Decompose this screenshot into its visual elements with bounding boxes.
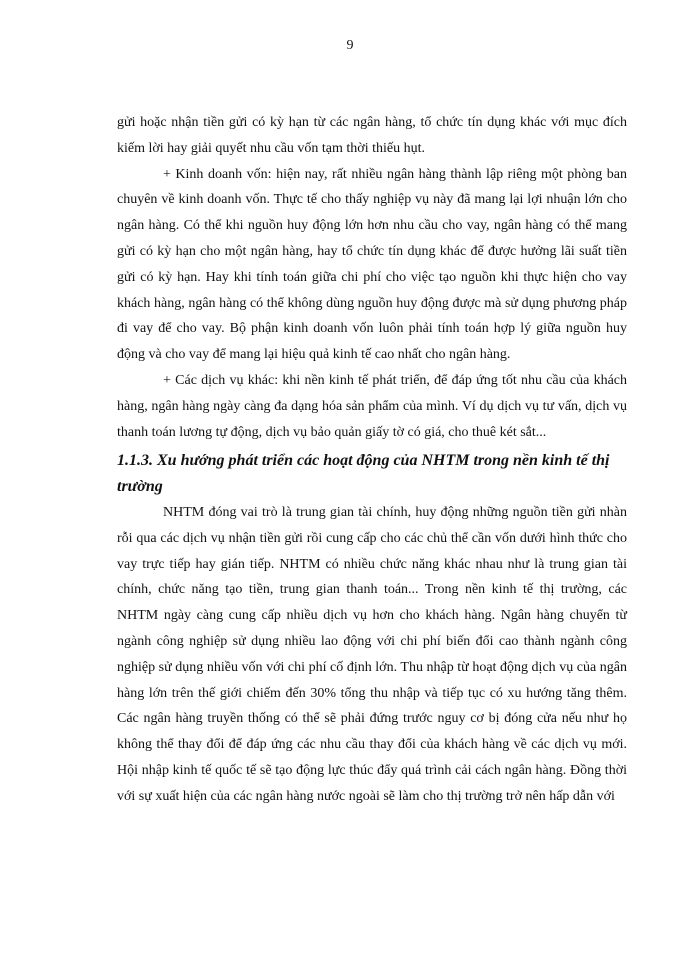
- page-number: 9: [346, 38, 354, 53]
- paragraph-continuation: gửi hoặc nhận tiền gửi có kỳ hạn từ các ngân hàng, tổ chức tín dụng khác với mục đích kiếm lời hay giải quyết nhu cầu vốn tạm thời thiếu hụt.: [117, 115, 627, 156]
- paragraph-trends: NHTM đóng vai trò là trung gian tài chính, huy động những nguồn tiền gửi nhàn rỗi qua các dịch vụ nhận tiền gửi rồi cung cấp cho các chủ thể cần vốn dưới hình thức cho vay trực tiếp hay gián tiếp. NHTM có nhiều chức năng khác nhau như là trung gian tài chính, chức năng tạo tiền, trung gian thanh toán... Trong nền kinh tế thị trường, các NHTM ngày càng cung cấp nhiều dịch vụ hơn cho khách hàng. Ngân hàng chuyển từ ngành công nghiệp sử dụng nhiều lao động với chi phí biến đổi cao thành ngành công nghiệp sử dụng nhiều vốn với chi phí cố định lớn. Thu nhập từ hoạt động dịch vụ của ngân hàng lớn trên thế giới chiếm đến 30% tổng thu nhập và tiếp tục có xu hướng tăng thêm. Các ngân hàng truyền thống có thể sẽ phải đứng trước nguy cơ bị đóng cửa nếu như họ không thể thay đổi để đáp ứng các nhu cầu thay đổi của khách hàng về các dịch vụ mới. Hội nhập kinh tế quốc tế sẽ tạo động lực thúc đẩy quá trình cải cách ngân hàng. Đồng thời với sự xuất hiện của các ngân hàng nước ngoài sẽ làm cho thị trường trở nên hấp dẫn với: [117, 504, 627, 804]
- paragraph-other-services: + Các dịch vụ khác: khi nền kinh tế phát triển, để đáp ứng tốt nhu cầu của khách hàng, ngân hàng ngày càng đa dạng hóa sản phẩm của mình. Ví dụ dịch vụ tư vấn, dịch vụ thanh toán lương tự động, dịch vụ bảo quản giấy tờ có giá, cho thuê két sắt...: [117, 372, 627, 440]
- section-heading: 1.1.3. Xu hướng phát triển các hoạt động của NHTM trong nền kinh tế thị trường: [117, 452, 610, 496]
- page-body: [117, 110, 627, 810]
- paragraph-capital-trading: + Kinh doanh vốn: hiện nay, rất nhiều ngân hàng thành lập riêng một phòng ban chuyên về kinh doanh vốn. Thực tế cho thấy nghiệp vụ này đã mang lại lợi nhuận lớn cho ngân hàng. Có thể khi nguồn huy động lớn hơn nhu cầu cho vay, ngân hàng có thể mang gửi có kỳ hạn cho một ngân hàng, hay tổ chức tín dụng khác để được hưởng lãi suất tiền gửi có kỳ hạn. Hay khi tính toán giữa chi phí cho việc tạo nguồn khi thực hiện cho vay khách hàng, ngân hàng có thể không dùng nguồn huy động được mà sử dụng phương pháp đi vay để cho vay. Bộ phận kinh doanh vốn luôn phải tính toán hợp lý giữa nguồn huy động và cho vay để mang lại hiệu quả kinh tế cao nhất cho ngân hàng.: [117, 166, 627, 363]
